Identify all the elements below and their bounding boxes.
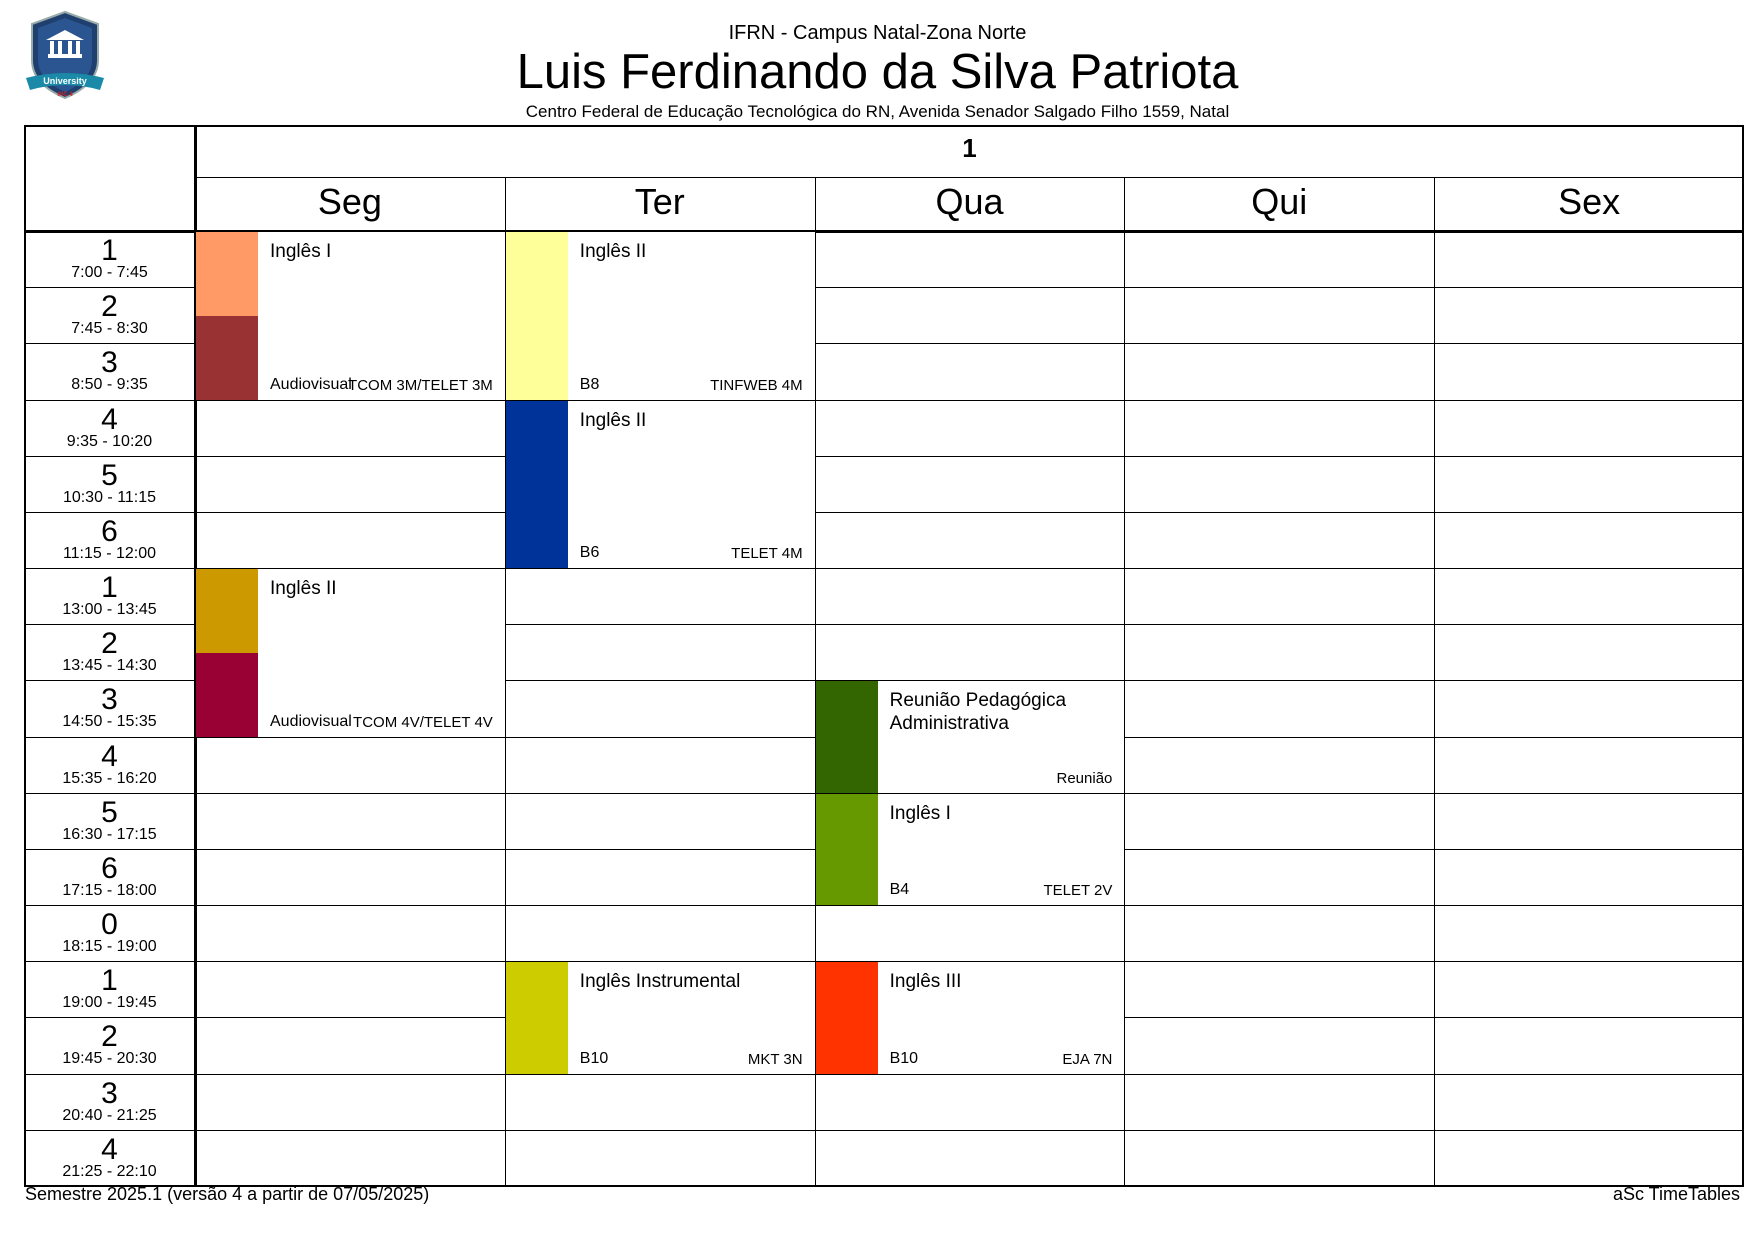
- period-time: 20:40 - 21:25: [62, 1106, 157, 1124]
- period-number: 1: [101, 234, 118, 267]
- lesson-subject: Inglês II: [579, 409, 647, 431]
- period-time: 7:45 - 8:30: [71, 320, 148, 338]
- lesson-class: TCOM 4V/TELET 4V: [353, 713, 493, 731]
- period-number: 2: [101, 1020, 118, 1054]
- period-number: 1: [101, 571, 118, 605]
- period-number: 4: [101, 739, 118, 773]
- period-time: 10:30 - 11:15: [62, 488, 157, 506]
- institution-name: IFRN - Campus Natal-Zona Norte: [728, 22, 1027, 44]
- lesson-subject: Inglês Instrumental: [579, 971, 741, 993]
- period-number: 4: [101, 402, 118, 436]
- period-time: 19:00 - 19:45: [62, 994, 157, 1012]
- period-time: 15:35 - 16:20: [62, 769, 157, 787]
- lesson-room: B8: [579, 375, 600, 393]
- lesson-class: TELET 2V: [1043, 882, 1113, 900]
- lesson-subject: Inglês I: [889, 802, 951, 824]
- teacher-name: Luis Ferdinando da Silva Patriota: [516, 45, 1239, 99]
- lesson-class: TINFWEB 4M: [710, 376, 803, 394]
- period-time: 11:15 - 12:00: [62, 544, 157, 562]
- period-number: 5: [101, 795, 118, 829]
- timetable-frame: [24, 125, 1744, 1187]
- period-number: 6: [101, 851, 118, 885]
- lesson-room: B10: [579, 1049, 609, 1067]
- lesson-subject: Inglês III: [889, 971, 962, 993]
- semester-version: Semestre 2025.1 (versão 4 a partir de 07/05/2025): [25, 1184, 430, 1204]
- period-time: 14:50 - 15:35: [62, 713, 157, 731]
- period-time: 21:25 - 22:10: [62, 1162, 157, 1180]
- day-header-sex: Sex: [1558, 181, 1621, 222]
- institution-address: Centro Federal de Educação Tecnológica do RN, Avenida Senador Salgado Filho 1559, Natal: [525, 102, 1230, 121]
- svg-text:University: University: [43, 76, 87, 86]
- period-time: 13:00 - 13:45: [62, 601, 157, 619]
- lesson-subject: Reunião Pedagógica Administrativa: [889, 690, 1067, 735]
- lesson-class: EJA 7N: [1062, 1050, 1113, 1068]
- period-time: 7:00 - 7:45: [71, 264, 148, 281]
- lesson-subject: Inglês II: [579, 241, 647, 262]
- generator-credit: aSc TimeTables: [1612, 1184, 1740, 1204]
- period-number: 3: [101, 1076, 118, 1110]
- lesson-room: B4: [889, 881, 910, 899]
- lesson-room: Audiovisual: [270, 375, 352, 393]
- period-number: 4: [101, 1132, 118, 1166]
- lesson-subject: Inglês II: [270, 578, 337, 600]
- day-header-qui: Qui: [1251, 181, 1308, 222]
- period-number: 3: [101, 683, 118, 717]
- period-number: 5: [101, 458, 118, 492]
- day-header-qua: Qua: [935, 181, 1004, 222]
- period-time: 9:35 - 10:20: [66, 432, 153, 450]
- period-number: 0: [101, 908, 118, 942]
- day-header-ter: Ter: [634, 181, 685, 222]
- lesson-subject: Inglês I: [270, 241, 332, 262]
- day-header-seg: Seg: [317, 181, 382, 222]
- period-time: 8:50 - 9:35: [71, 376, 148, 394]
- lesson-class: MKT 3N: [747, 1050, 803, 1068]
- svg-text:INC 4: INC 4: [57, 92, 73, 98]
- period-time: 16:30 - 17:15: [62, 825, 157, 843]
- period-time: 17:15 - 18:00: [62, 881, 157, 899]
- lesson-room: B6: [579, 544, 600, 562]
- lesson-class: TCOM 3M/TELET 3M: [348, 376, 493, 394]
- period-time: 18:15 - 19:00: [62, 938, 157, 956]
- lesson-room: Audiovisual: [270, 712, 352, 730]
- period-number: 6: [101, 514, 118, 548]
- period-number: 3: [101, 346, 118, 380]
- group-label: 1: [962, 133, 977, 163]
- period-number: 2: [101, 290, 118, 324]
- lesson-class: TELET 4M: [731, 545, 803, 563]
- period-number: 1: [101, 964, 118, 998]
- period-time: 19:45 - 20:30: [62, 1050, 157, 1068]
- period-time: 13:45 - 14:30: [62, 657, 157, 675]
- lesson-room: B10: [889, 1049, 919, 1067]
- lesson-class: Reunião: [1056, 769, 1113, 787]
- period-number: 2: [101, 627, 118, 661]
